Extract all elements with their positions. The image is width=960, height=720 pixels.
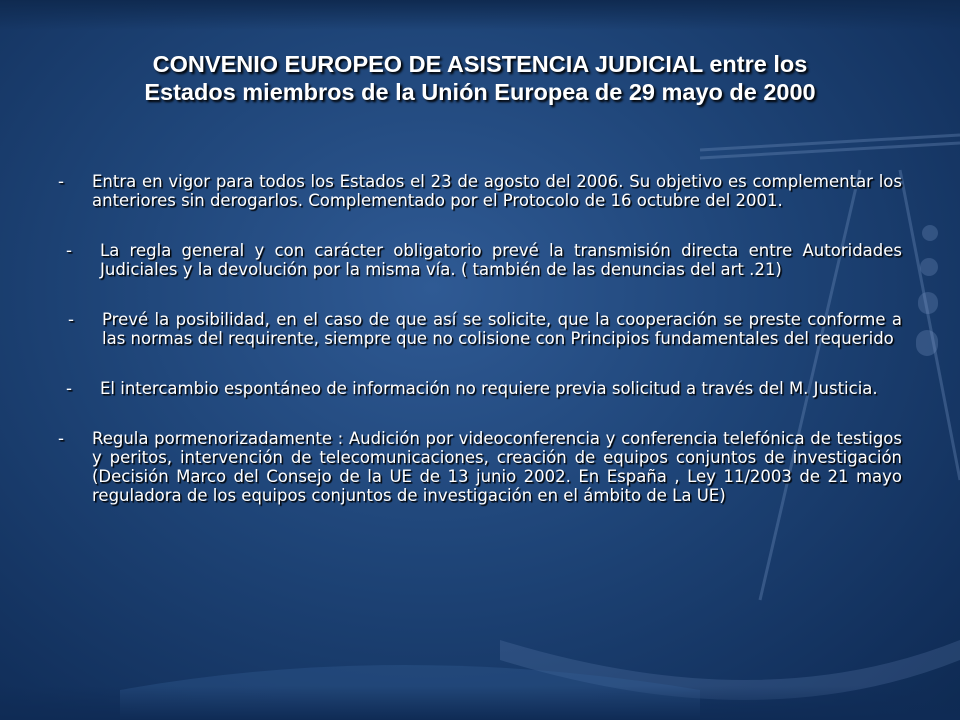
bullet-dash: - — [68, 310, 74, 329]
bullet-dash: - — [58, 429, 64, 448]
bullet-list — [58, 172, 902, 536]
bullet-item — [58, 241, 902, 279]
bullet-item — [58, 172, 902, 210]
bullet-text: Regula pormenorizadamente : Audición por videoconferencia y conferencia telefónica de testigos y peritos, intervención de telecomunicaciones, creación de equipos conjuntos de investigación (Decisión Marco del Consejo de la UE de 13 junio 2002. En España , Ley 11/2003 de 21 mayo reguladora de los equipos conjuntos de investigación en el ámbito de La UE) — [92, 429, 902, 505]
bullet-item — [58, 310, 902, 348]
bullet-text: El intercambio espontáneo de información no requiere previa solicitud a través del M. Justicia. — [100, 379, 878, 398]
bullet-text: Entra en vigor para todos los Estados el 23 de agosto del 2006. Su objetivo es complementar los anteriores sin derogarlos. Complementado por el Protocolo de 16 octubre del 2001. — [92, 172, 902, 210]
bottom-band — [0, 686, 960, 720]
bullet-dash: - — [66, 379, 72, 398]
bullet-text: Prevé la posibilidad, en el caso de que así se solicite, que la cooperación se preste conforme a las normas del requirente, siempre que no colisione con Principios fundamentales del requerido — [102, 310, 902, 348]
bullet-dash: - — [66, 241, 72, 260]
bullet-item — [58, 379, 902, 398]
bullet-text: La regla general y con carácter obligatorio prevé la transmisión directa entre Autoridades Judiciales y la devolución por la misma vía. ( también de las denuncias del art .21) — [100, 241, 902, 279]
title-line-2: Estados miembros de la Unión Europea de 29 mayo de 2000 — [144, 79, 816, 105]
title-line-1: CONVENIO EUROPEO DE ASISTENCIA JUDICIAL entre los — [152, 51, 808, 77]
bullet-dash: - — [58, 172, 64, 191]
bullet-item — [58, 429, 902, 505]
slide-title — [60, 50, 900, 106]
